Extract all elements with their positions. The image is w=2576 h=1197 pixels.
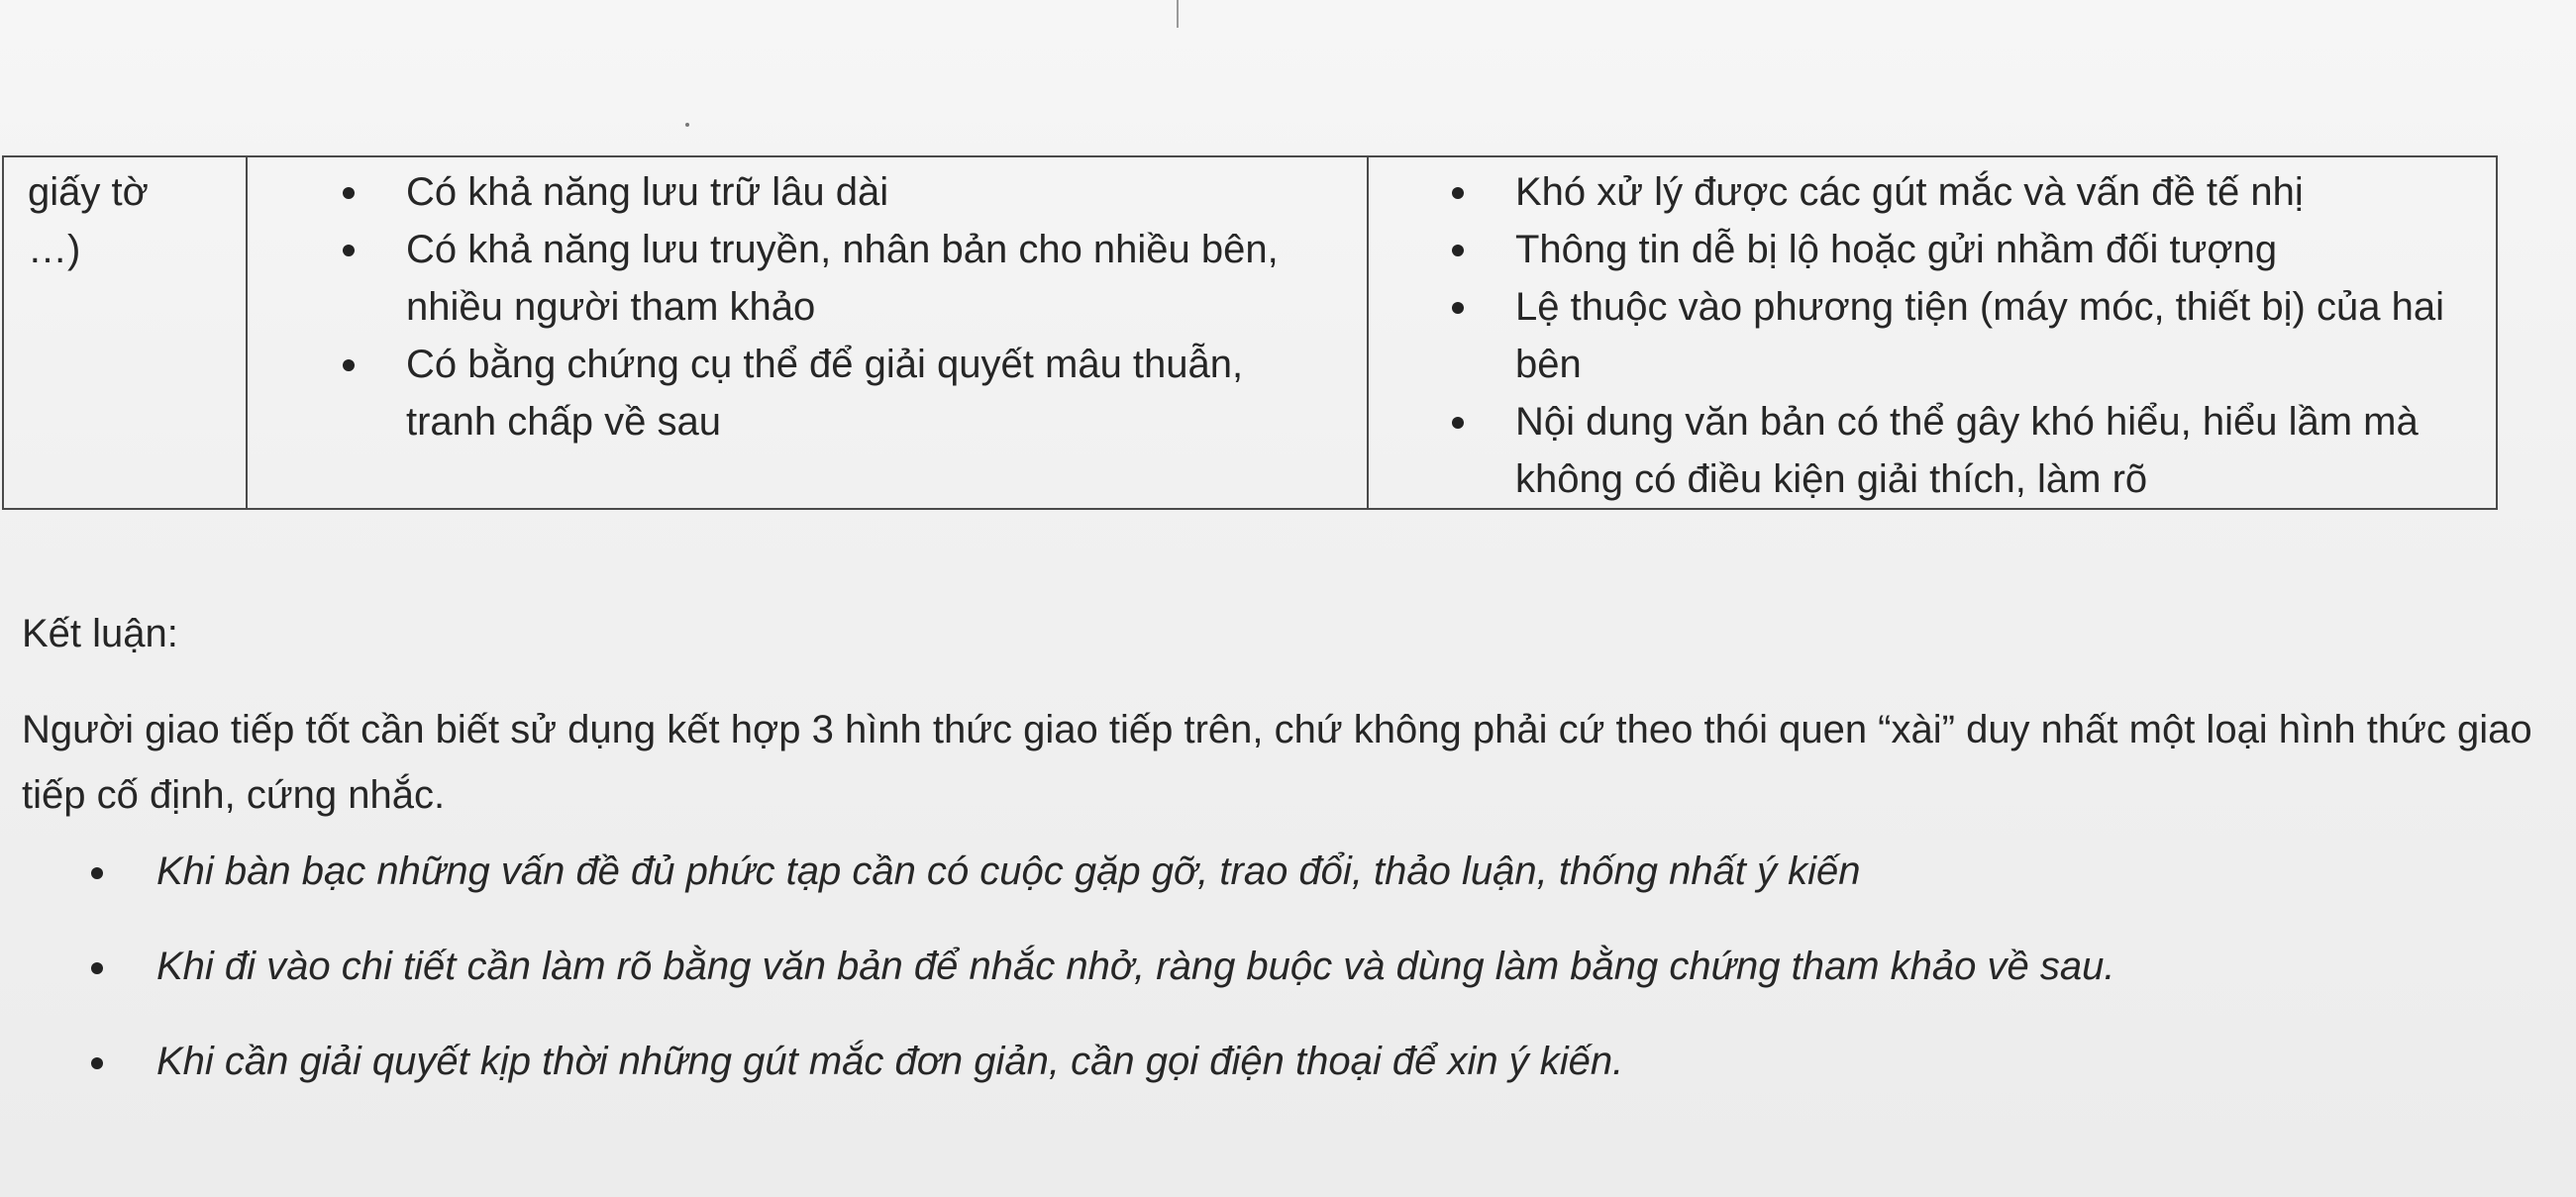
list-item: Nội dung văn bản có thể gây khó hiểu, hiểu lầm mà không có điều kiện giải thích, làm rõ (1369, 393, 2466, 508)
advantages-cell (247, 156, 1368, 509)
list-item: Lệ thuộc vào phương tiện (máy móc, thiết bị) của hai bên (1369, 278, 2466, 393)
list-item: Có khả năng lưu trữ lâu dài (248, 163, 1337, 221)
conclusion-points (0, 844, 2535, 1129)
list-item: Khi cần giải quyết kịp thời những gút mắc đơn giản, cần gọi điện thoại để xin ý kiến. (0, 1034, 2535, 1089)
advantages-list (248, 157, 1367, 450)
form-type-cell (3, 156, 247, 509)
disadvantages-cell (1368, 156, 2497, 509)
disadvantages-list (1369, 157, 2496, 508)
conclusion-paragraph: Người giao tiếp tốt cần biết sử dụng kết hợp 3 hình thức giao tiếp trên, chứ không phải cứ theo thói quen “xài” duy nhất một loại hình thức giao tiếp cố định, cứng nhắc. (22, 708, 2532, 817)
form-type-line: …) (28, 228, 81, 271)
page-edge-mark (1177, 0, 1179, 28)
list-item: Khó xử lý được các gút mắc và vấn đề tế nhị (1369, 163, 2466, 221)
conclusion-heading: Kết luận: (22, 612, 178, 655)
list-item: Khi bàn bạc những vấn đề đủ phức tạp cần có cuộc gặp gỡ, trao đổi, thảo luận, thống nhất ý kiến (0, 844, 2535, 899)
list-item: Có khả năng lưu truyền, nhân bản cho nhiều bên, nhiều người tham khảo (248, 221, 1337, 336)
list-item: Khi đi vào chi tiết cần làm rõ bằng văn bản để nhắc nhở, ràng buộc và dùng làm bằng chứng tham khảo về sau. (0, 939, 2535, 994)
form-type-line: giấy tờ (28, 170, 149, 214)
table-row (3, 156, 2497, 509)
list-item: Có bằng chứng cụ thể để giải quyết mâu thuẫn, tranh chấp về sau (248, 336, 1337, 450)
list-item: Thông tin dễ bị lộ hoặc gửi nhầm đối tượng (1369, 221, 2466, 278)
comparison-table (2, 155, 2498, 510)
paper-speck (685, 123, 689, 127)
